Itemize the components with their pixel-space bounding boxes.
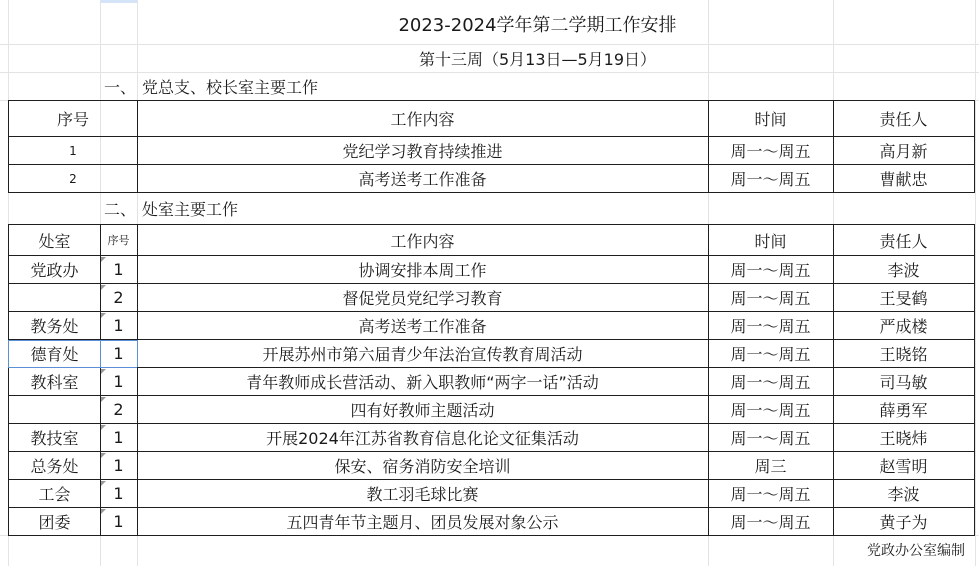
row-dept[interactable]: 团委 [8,508,101,536]
row-seq[interactable]: 1 [100,480,138,508]
row-seq[interactable]: 1 [100,312,138,340]
row-seq[interactable]: 1 [100,508,138,536]
row-owner[interactable]: 司马敏 [833,368,975,396]
header-owner[interactable]: 责任人 [833,100,975,137]
row-seq[interactable]: 1 [100,368,138,396]
row-dept[interactable]: 教科室 [8,368,101,396]
row-owner[interactable]: 严成楼 [833,312,975,340]
row-content[interactable]: 督促党员党纪学习教育 [137,284,709,312]
row-content[interactable]: 高考送考工作准备 [137,165,709,193]
row-content[interactable]: 协调安排本周工作 [137,256,709,284]
row-dept[interactable] [8,284,101,312]
row-dept[interactable]: 工会 [8,480,101,508]
row-content[interactable]: 党纪学习教育持续推进 [137,137,709,165]
footer-compiler-note[interactable]: 党政办公室编制 [867,543,965,559]
row-seq[interactable]: 1 [100,256,138,284]
row-content[interactable]: 开展苏州市第六届青少年法治宣传教育周活动 [137,340,709,368]
header-content[interactable]: 工作内容 [137,224,709,256]
row-time[interactable]: 周一～周五 [708,165,834,193]
row-owner[interactable]: 王晓炜 [833,424,975,452]
header-time[interactable]: 时间 [708,100,834,137]
row-content[interactable]: 教工羽毛球比赛 [137,480,709,508]
row-seq[interactable]: 2 [100,396,138,424]
row-time[interactable]: 周一～周五 [708,368,834,396]
row-seq[interactable]: 1 [8,137,138,165]
row-time[interactable]: 周三 [708,452,834,480]
row-content[interactable]: 五四青年节主题月、团员发展对象公示 [137,508,709,536]
row-seq[interactable]: 2 [100,284,138,312]
header-content[interactable]: 工作内容 [137,100,709,137]
row-dept[interactable]: 德育处 [8,340,101,368]
row-owner[interactable]: 高月新 [833,137,975,165]
row-time[interactable]: 周一～周五 [708,480,834,508]
row-seq[interactable]: 1 [100,424,138,452]
row-owner[interactable]: 赵雪明 [833,452,975,480]
row-owner[interactable]: 黄子为 [833,508,975,536]
week-subtitle[interactable]: 第十三周（5月13日—5月19日） [418,49,657,69]
row-owner[interactable]: 李波 [833,480,975,508]
row-seq[interactable]: 1 [100,452,138,480]
row-content[interactable]: 开展2024年江苏省教育信息化论文征集活动 [137,424,709,452]
row-owner[interactable]: 李波 [833,256,975,284]
column-header-highlight [100,0,137,3]
section1-heading[interactable]: 党总支、校长室主要工作 [142,77,319,97]
row-content[interactable]: 高考送考工作准备 [137,312,709,340]
row-seq[interactable]: 2 [8,165,138,193]
header-seq[interactable]: 序号 [8,100,138,137]
row-owner[interactable]: 薛勇军 [833,396,975,424]
row-time[interactable]: 周一～周五 [708,312,834,340]
section2-number[interactable]: 二、 [104,200,137,219]
header-dept[interactable]: 处室 [8,224,101,256]
row-owner[interactable]: 曹献忠 [833,165,975,193]
row-time[interactable]: 周一～周五 [708,340,834,368]
row-content[interactable]: 保安、宿务消防安全培训 [137,452,709,480]
header-time[interactable]: 时间 [708,224,834,256]
header-owner[interactable]: 责任人 [833,224,975,256]
row-time[interactable]: 周一～周五 [708,508,834,536]
section1-number[interactable]: 一、 [104,77,137,97]
row-seq[interactable]: 1 [100,340,138,368]
row-dept[interactable]: 党政办 [8,256,101,284]
row-content[interactable]: 四有好教师主题活动 [137,396,709,424]
row-dept[interactable] [8,396,101,424]
row-time[interactable]: 周一～周五 [708,424,834,452]
row-owner[interactable]: 王旻鹤 [833,284,975,312]
row-owner[interactable]: 王晓铭 [833,340,975,368]
row-content[interactable]: 青年教师成长营活动、新入职教师“两字一话”活动 [137,368,709,396]
row-time[interactable]: 周一～周五 [708,137,834,165]
row-time[interactable]: 周一～周五 [708,284,834,312]
header-seq[interactable]: 序号 [100,224,138,256]
row-time[interactable]: 周一～周五 [708,256,834,284]
section2-heading[interactable]: 处室主要工作 [142,200,239,219]
row-time[interactable]: 周一～周五 [708,396,834,424]
row-dept[interactable]: 总务处 [8,452,101,480]
page-title[interactable]: 2023-2024学年第二学期工作安排 [398,15,677,36]
row-dept[interactable]: 教务处 [8,312,101,340]
row-dept[interactable]: 教技室 [8,424,101,452]
